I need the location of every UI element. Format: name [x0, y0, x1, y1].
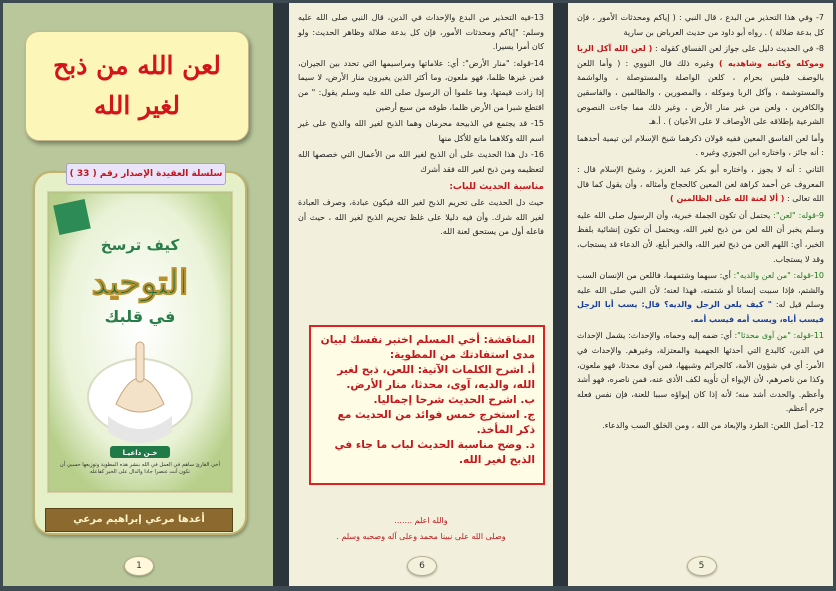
- page-number: 5: [687, 556, 717, 576]
- right-item-11-label: 11-قوله: "من آوى محدثا":: [734, 331, 825, 341]
- closing-line1: والله اعلم .......: [394, 516, 448, 525]
- cover-title-line1: لعن الله من ذبح: [53, 51, 221, 80]
- page-number: 6: [407, 556, 437, 576]
- discussion-intro: المناقشة: أخي المسلم اختبر نفسك لبيان مدى استفادتك من المطوية:: [320, 334, 535, 361]
- panel-gap: [553, 3, 568, 586]
- right-item-10-text: أي: سبهما وشتمهما، فاللعن من الإنسان السب والشتم، فإذا سببت إنسانا أو شتمته، فهذا لعنه؛ لأن النبي صلى الله عليه وسلم قيل له:: [577, 271, 825, 310]
- right-item-9-label: 9-قوله: "لعن":: [773, 210, 824, 220]
- right-panel: [568, 3, 833, 586]
- right-item-9: [577, 209, 824, 267]
- discussion-item-c: ج. استخرج خمس فوائد من الحديث مع ذكر المأخذ.: [337, 409, 535, 436]
- right-item-9-text: يحتمل أن تكون الجملة خبرية، وأن الرسول صلى الله عليه وسلم يخبر أن الله لعن من ذبح لغير الله، ويحتمل أن تكون إنشائية بلفظ الخبر، أي: اللهم العن من ذبح لغير الله، والخبر أبلغ، لأن الدعاء قد يستجاب، وقد لا يستجاب.: [577, 210, 824, 264]
- series-label: سلسلة العقيدة الإصدار رقم ( 33 ): [66, 163, 226, 185]
- right-item-7: 7- وفي هذا التحذير من البدع ، قال النبي : ( إياكم ومحدثات الأمور ، فإن كل بدعة ضلالة ) . رواه أبو داود من حديث العرباض بن سارية: [577, 13, 824, 37]
- raised-finger-icon: [136, 342, 144, 382]
- right-item-8-start: 8- في الحديث دليل على جواز لعن الفساق كقوله :: [652, 44, 824, 54]
- cover-panel: [3, 3, 273, 586]
- discussion-box: [309, 325, 545, 485]
- book-frame: [33, 171, 247, 535]
- page-number: 1: [124, 556, 154, 576]
- right-item-p4-start: الثاني : أنه لا يجوز ، واختاره أبو بكر عبد العزيز ، وشيخ الإسلام قال : المعروف عن أحمد كراهة لعن المعين كالحجاج وأمثاله ، وأن يقول كما قال الله تعالى :: [577, 164, 824, 204]
- section-heading: مناسبة الحديث للباب:: [449, 181, 544, 192]
- closing-line2: وصلى الله على نبينا محمد وعلى آله وصحبه وسلم .: [336, 532, 506, 541]
- right-text: [577, 11, 824, 436]
- right-item-10-hadith: " كيف يلعن الرجل والديه؟ قال: يسب أبا الرجل فيسب أباه، ويسب أمه فيسب أمه.: [577, 300, 824, 324]
- discussion-item-a: أ. اشرح الكلمات الآتية: اللعن، ذبح لغير الله، والديه، آوى، محدثا، منار الأرض.: [337, 364, 535, 391]
- discussion-item-d: د. وضح مناسبة الحديث لباب ما جاء في الذبح لغير الله.: [334, 439, 535, 466]
- right-item-8: [577, 42, 824, 130]
- middle-item-15: 15- قد يجتمع في الذبيحة محرمان وهما الذبح لغير الله والذبح على غير اسم الله وكلاهما مانع للأكل منها: [298, 119, 544, 143]
- book-sub-text: في قلبك: [104, 307, 176, 326]
- right-item-8-hadith: ( لعن الله آكل الربا وموكله وكاتبه وشاهديه ): [577, 44, 824, 68]
- cover-title-box: [25, 31, 249, 141]
- book-main-text: التوحيد: [91, 263, 189, 303]
- closing-text: [298, 513, 544, 545]
- right-item-p4-verse: ( ألا لعنة الله على الظالمين ): [670, 194, 785, 204]
- right-item-p3: وأما لعن الفاسق المعين ففيه قولان ذكرهما شيخ الإسلام ابن تيمية أحدهما : أنه جائز ، واختاره ابن الجوزي وغيره .: [577, 133, 824, 158]
- book-top-text: كيف ترسخ: [100, 236, 180, 254]
- discussion-item-b: ب. اشرح الحديث شرحا إجماليا.: [373, 394, 535, 406]
- middle-panel: [289, 3, 553, 586]
- right-item-10: [577, 269, 824, 327]
- right-item-11-text: أي: ضمه إليه وحماه، والإحداث: يشمل الإحداث في الدين، كالبدع التي أحدثها الجهمية والمعتزلة، وغيرهم. والإحداث في الأمر: أي في شؤون الأمة، كالجرائم وشبهها، فمن آوى محدثا، فهو ملعون، وكذا من ناصرهم، لأن الإيواء أن تأويه لكف الأذى عنه، فمن ناصره، فهو أشد وأعظم. والحدث أشد منه؛ لأنه إذا كان إيواؤه سببا للعنة، فإن نفس فعله جرم أعظم.: [577, 331, 824, 414]
- book-small-label: خـن داعيـا: [122, 449, 158, 457]
- right-item-12: 12- أصل اللعن: الطرد والإبعاد من الله ، ومن الخلق السب والدعاء.: [602, 421, 824, 431]
- book-cover-image: [47, 191, 233, 493]
- middle-item-13: 13-فيه التحذير من البدع والإحداث في الدين، قال النبي صلى الله عليه وسلم: "إياكم ومحدثات الأمور، فإن كل بدعة ضلالة وظاهر الحديث: ولو كان أمرا يسيرا.: [298, 13, 544, 52]
- middle-item-16: 16- دل هذا الحديث على أن الذبح لغير الله من الأعمال التي خصصها الله لتعظيمه ومن ذبح لغير الله فقد أشرك: [298, 150, 544, 174]
- middle-item-14: 14-قوله: "منار الأرض": أي: علاماتها ومراسيمها التي تحدد بين الجيران، فمن غيرها ظلما، فهو ملعون، وما أكثر الذين يغيرون منار الأرض، لا سيما إذا زادت قيمتها، وما علموا أن الرسول صلى الله عليه وسلم يقول: " من اقتطع شبرا من الأرض ظلما، طوقه من سبع أرضين: [298, 58, 544, 112]
- author-banner: أعدها مرعي إبراهيم مرعي: [45, 508, 233, 532]
- book-quote: أخي القارئ ساهم في العمل في الله بنشر هذه المطوية وتوزيعها حسبي أن تكون أنت عنصرا جادا والدال على الخير كفاعله: [59, 462, 221, 475]
- book-cover-illustration: [48, 192, 232, 492]
- section-heading-text: حيث دل الحديث على تحريم الذبح لغير الله فيكون عبادة، وصرف العبادة لغير الله شرك. وأن فيه دليلا على غلظ تحريم الذبح لغير الله ، حيث أن فاعله أول من يستحق لعنة الله.: [298, 198, 544, 237]
- right-item-8-end: وغيره ذلك قال النووي : ( وأما اللعن بالوصف فليس بحرام ، كلعن الواصلة والمستوصلة ، والواشمة والمستوشمة ، وآكل الربا وموكله ، والمصورين ، والظالمين ، والفاسقين والكافرين ، ولعن من غير منار الأرض ، وغير ذلك مما جاءت النصوص الشرعية بإطلاقه على الأوصاف لا على الأعيان ) . أ.هـ: [577, 58, 824, 127]
- middle-text: [298, 11, 544, 242]
- panel-gap: [273, 3, 289, 586]
- right-item-11: [577, 329, 824, 417]
- right-item-10-label: 10-قوله: "من لعن والديه":: [733, 271, 824, 281]
- cover-title-line2: لغير الله: [94, 91, 180, 120]
- right-item-p4: [577, 163, 824, 207]
